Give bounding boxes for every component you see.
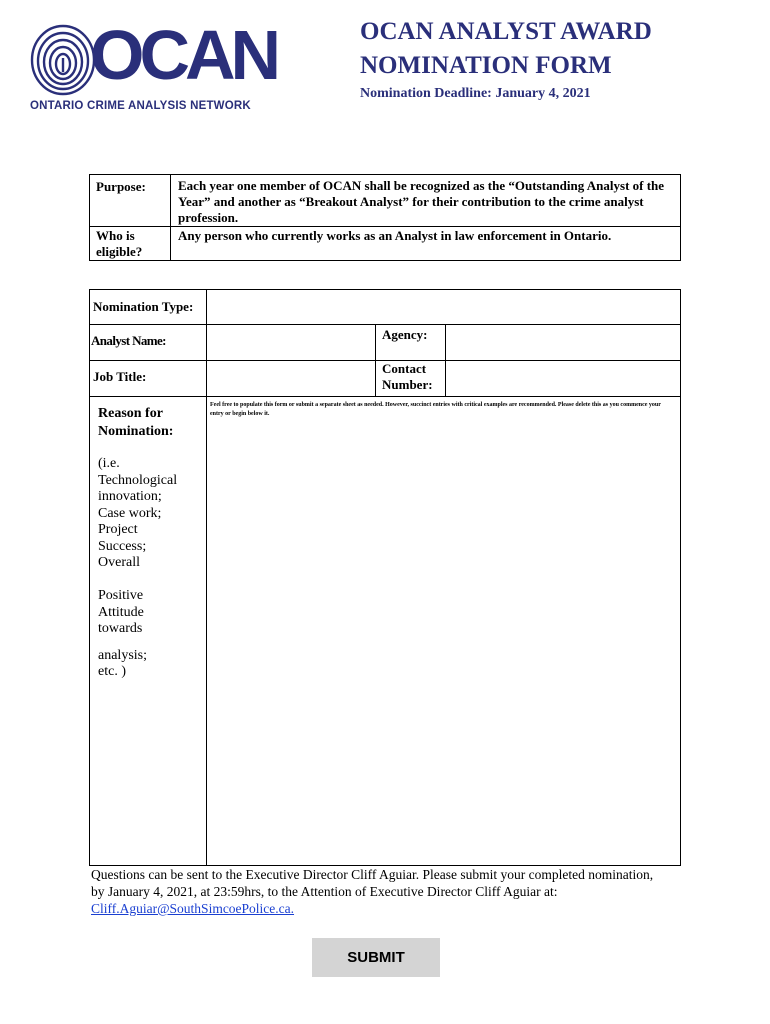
contact-number-label <box>382 361 433 393</box>
reason-example-line: etc. ) <box>98 664 126 679</box>
reason-examples <box>98 456 177 681</box>
purpose-label: Purpose: <box>96 179 146 194</box>
fingerprint-icon <box>30 24 96 96</box>
reason-example-line: Attitude <box>98 604 144 620</box>
ocan-logo <box>30 16 277 115</box>
reason-example-line: Technological <box>98 472 178 488</box>
reason-example-spacer <box>98 572 177 589</box>
footer-line-2: by January 4, 2021, at 23:59hrs, to the Attention of Executive Director Cliff Aguiar at: <box>91 884 558 899</box>
reason-example-line: Positive <box>98 588 144 603</box>
eligible-text: Any person who currently works as an Analyst in law enforcement in Ontario. <box>178 228 612 243</box>
nomination-type-field[interactable] <box>207 290 679 324</box>
reason-example-line: Case work; <box>98 505 162 521</box>
logo-subtitle: ONTARIO CRIME ANALYSIS NETWORK <box>30 100 251 112</box>
footer-line-1: Questions can be sent to the Executive Director Cliff Aguiar. Please submit your completed nomination, <box>91 867 654 882</box>
contact-number-field[interactable] <box>446 361 679 396</box>
reason-example-line: towards <box>98 621 143 636</box>
reason-example-line: Overall <box>98 555 140 570</box>
reason-example-line: Success; <box>98 538 147 554</box>
job-title-label: Job Title: <box>93 369 147 384</box>
job-title-field[interactable] <box>207 361 375 396</box>
reason-example-line: analysis; <box>98 647 147 663</box>
reason-label-line-1: Reason for <box>98 406 163 421</box>
title-line-2: NOMINATION FORM <box>360 52 612 79</box>
nomination-type-label: Nomination Type: <box>93 299 194 314</box>
analyst-name-label: Analyst Name: <box>91 333 166 348</box>
submit-button[interactable]: SUBMIT <box>312 938 440 977</box>
reason-example-line: (i.e. <box>98 456 120 471</box>
eligible-label-line-1: Who is <box>96 228 135 243</box>
purpose-text: Each year one member of OCAN shall be recognized as the “Outstanding Analyst of the Year” and another as “Breakout Analyst” for their contribution to the crime analyst profession. <box>178 178 665 225</box>
nomination-form-table <box>89 289 681 866</box>
form-divider-agency-left <box>375 324 376 396</box>
reason-example-spacer <box>98 638 177 648</box>
agency-label: Agency: <box>382 327 428 342</box>
reason-label <box>98 405 173 441</box>
reason-example-line: innovation; <box>98 489 162 504</box>
contact-label-line-2: Number: <box>382 377 433 392</box>
reason-note: Feel free to populate this form or submit a separate sheet as needed. However, succinct entries with critical examples are recommended. Please delete this as you commence your entry or begin below it. <box>210 402 661 417</box>
eligible-label-line-2: eligible? <box>96 244 143 259</box>
title-line-1: OCAN ANALYST AWARD <box>360 18 652 45</box>
purpose-divider-horizontal <box>90 226 680 227</box>
reason-example-line: Project <box>98 522 138 537</box>
analyst-name-field[interactable] <box>207 325 375 360</box>
agency-field[interactable] <box>446 325 679 360</box>
logo-wordmark: OCAN <box>90 16 277 94</box>
reason-label-line-2: Nomination: <box>98 424 174 439</box>
eligible-label <box>96 228 142 260</box>
footer-instructions <box>91 866 691 917</box>
nomination-deadline: Nomination Deadline: January 4, 2021 <box>360 86 591 101</box>
purpose-divider-vertical <box>170 175 171 260</box>
reason-for-nomination-field[interactable] <box>207 397 679 864</box>
contact-label-line-1: Contact <box>382 361 427 376</box>
purpose-table <box>89 174 681 261</box>
page-title <box>360 15 652 83</box>
contact-email-link[interactable]: Cliff.Aguiar@SouthSimcoePolice.ca. <box>91 901 295 916</box>
